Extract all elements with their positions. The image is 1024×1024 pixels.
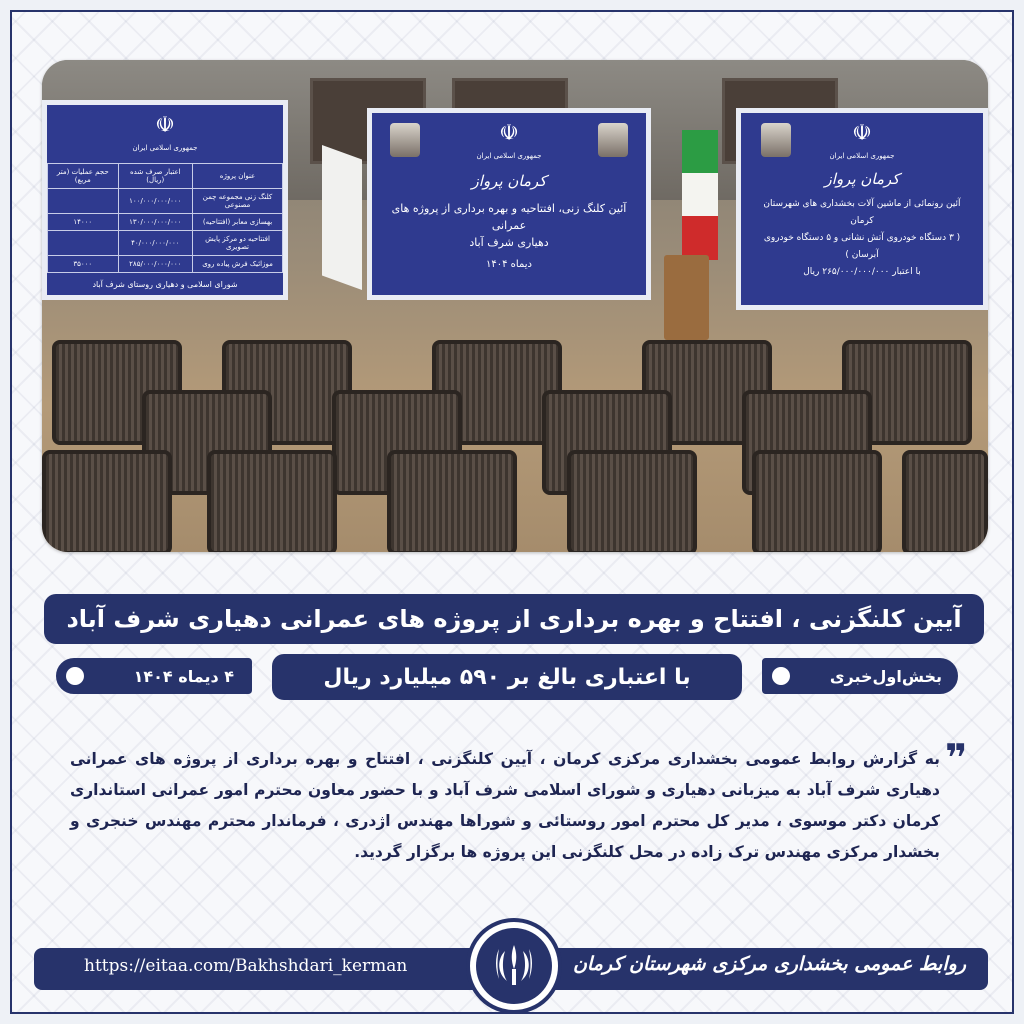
left-banner-header: جمهوری اسلامی ایران — [132, 144, 198, 152]
chair — [902, 450, 988, 552]
right-banner-header: جمهوری اسلامی ایران — [829, 152, 895, 160]
table-cell: عنوان پروژه — [193, 164, 283, 189]
quote-icon: ❞ — [945, 736, 968, 780]
center-banner-date: دیماه ۱۴۰۴ — [486, 259, 532, 270]
table-cell: ۱۰۰/۰۰۰/۰۰۰/۰۰۰ — [118, 189, 193, 214]
table-row — [48, 256, 283, 273]
portrait-image — [598, 123, 628, 157]
center-banner-logo: کرمان پرواز — [471, 172, 547, 190]
footer-url-link[interactable]: https://eitaa.com/Bakhshdari_kerman — [84, 956, 408, 976]
table-cell: موزائیک فرش پیاده روی — [193, 256, 283, 273]
table-row — [48, 189, 283, 214]
dot-icon — [772, 667, 790, 685]
table-cell: ۱۳۰/۰۰۰/۰۰۰/۰۰۰ — [118, 214, 193, 231]
table-cell: افتتاحیه دو مرکز پایش تصویری — [193, 231, 283, 256]
white-flag — [322, 145, 362, 290]
right-banner-line2: ( ۳ دستگاه خودروی آتش نشانی و ۵ دستگاه خودروی آبرسان ) — [763, 233, 961, 260]
right-banner-line3: با اعتبار ۲۶۵/۰۰۰/۰۰۰/۰۰۰ ریال — [803, 267, 921, 277]
iran-flag — [682, 130, 718, 260]
table-row — [48, 214, 283, 231]
table-cell — [48, 231, 119, 256]
iran-emblem-icon: ☫ — [852, 121, 872, 146]
table-cell: ۲۸۵/۰۰۰/۰۰۰/۰۰۰ — [118, 256, 193, 273]
left-banner — [42, 100, 288, 300]
table-cell: اعتبار صرف شده (ریال) — [118, 164, 193, 189]
left-banner-footer: شورای اسلامی و دهیاری روستای شرف آباد — [92, 280, 238, 289]
iran-emblem-icon: ☫ — [155, 113, 175, 138]
right-banner-line1: آئین رونمائی از ماشین آلات بخشداری های شهرستان کرمان — [763, 199, 961, 226]
table-row — [48, 164, 283, 189]
chair-rows — [42, 340, 988, 552]
table-cell: ۳۵۰۰۰ — [48, 256, 119, 273]
table-cell: بهسازی معابر (افتتاحیه) — [193, 214, 283, 231]
iran-emblem-icon — [476, 928, 552, 1004]
footer-org-name: روابط عمومی بخشداری مرکزی شهرستان کرمان — [572, 953, 966, 975]
table-cell: ۱۴۰۰۰ — [48, 214, 119, 231]
table-cell: حجم عملیات (متر مربع) — [48, 164, 119, 189]
chair — [387, 450, 517, 552]
right-banner — [736, 108, 988, 310]
chair — [752, 450, 882, 552]
section-tag — [762, 658, 958, 694]
center-banner-line2: دهیاری شرف آباد — [469, 236, 549, 249]
news-body: به گزارش روابط عمومی بخشداری مرکزی کرمان ، آیین کلنگزنی ، افتتاح و بهره برداری از پروژه های عمرانی دهیاری شرف آباد به میزبانی دهیاری و شورای اسلامی شرف آباد و با حضور معاون محترم امور عمرانی استانداری کرمان دکتر موسوی ، مدیر کل محترم امور روستائی و شوراها مهندس اژدری ، فرماندار محترم مهندس خنجری و بخشدار مرکزی مهندس ترک زاده در محل کلنگزنی این پروژه ها برگزار گردید. — [70, 750, 940, 861]
center-banner-line1: آئین کلنگ زنی، افتتاحیه و بهره برداری از پروژه های عمرانی — [391, 202, 627, 232]
center-banner — [367, 108, 651, 300]
section-label: بخش‌اول‌خبری — [829, 666, 942, 686]
logo-badge — [466, 918, 562, 1014]
date-tag — [56, 658, 252, 694]
right-banner-logo: کرمان پرواز — [824, 170, 900, 188]
center-banner-header: جمهوری اسلامی ایران — [476, 152, 542, 160]
table-cell: کلنگ زنی مجموعه چمن مصنوعی — [193, 189, 283, 214]
headline-title: آیین کلنگزنی ، افتتاح و بهره برداری از پروژه های عمرانی دهیاری شرف آباد — [44, 594, 984, 644]
podium — [664, 255, 709, 340]
event-photo — [42, 60, 988, 552]
portrait-image — [761, 123, 791, 157]
dot-icon — [66, 667, 84, 685]
table-row — [48, 231, 283, 256]
table-cell — [48, 189, 119, 214]
headline-subtitle: با اعتباری بالغ بر ۵۹۰ میلیارد ریال — [272, 654, 742, 700]
portrait-image — [390, 123, 420, 157]
chair — [42, 450, 172, 552]
projects-table — [47, 163, 283, 273]
table-cell: ۴۰/۰۰۰/۰۰۰/۰۰۰ — [118, 231, 193, 256]
date-label: ۴ دیماه ۱۴۰۴ — [133, 666, 234, 686]
chair — [207, 450, 337, 552]
chair — [567, 450, 697, 552]
iran-emblem-icon: ☫ — [499, 121, 519, 146]
